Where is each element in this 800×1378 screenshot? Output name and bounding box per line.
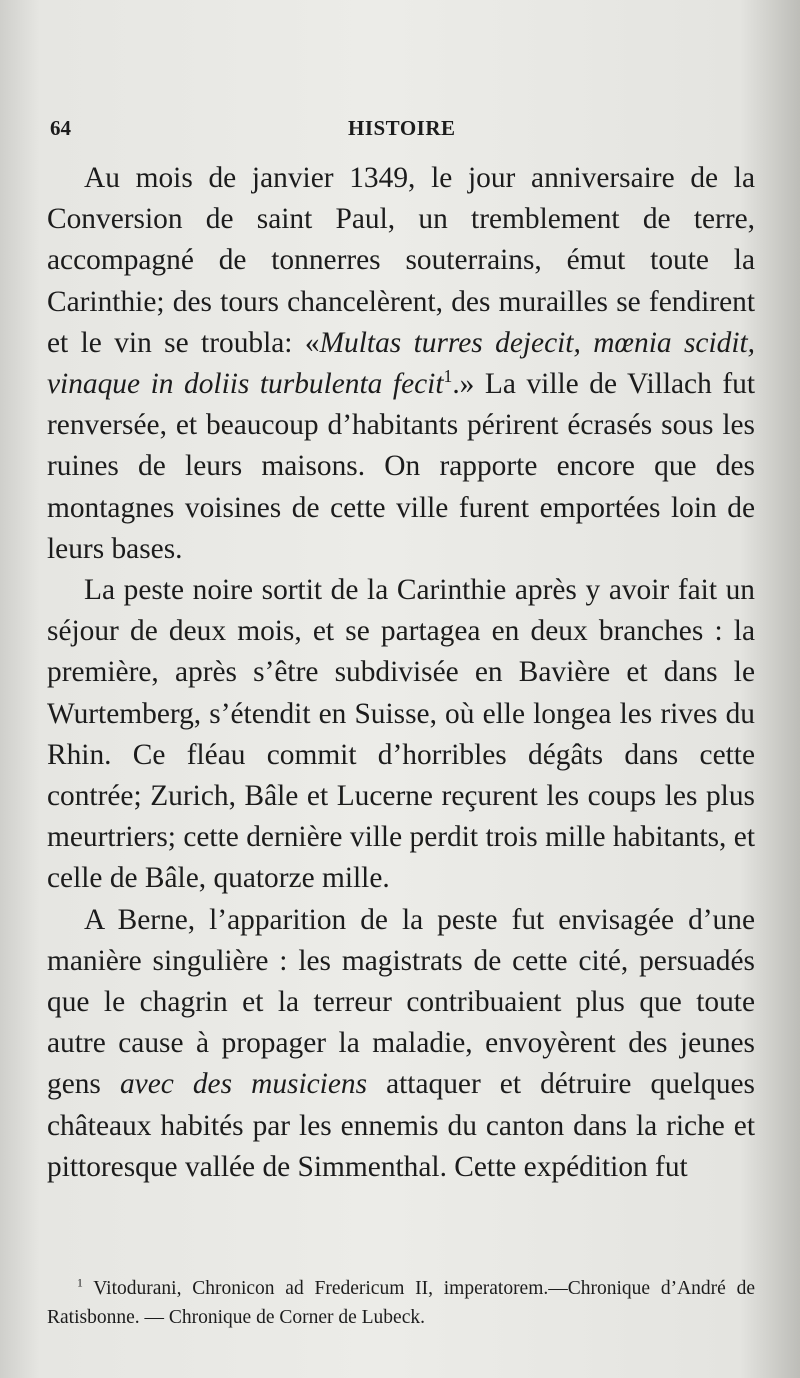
- latin-quotation: Multas turres dejecit, mœnia scidit, vinaque in doliis turbulenta fecit: [47, 326, 755, 401]
- text-segment: La peste noire sortit de la Carinthie après y avoir fait un séjour de deux mois, et se partagea en deux branches : la première, après s’être subdivisée en Bavière et dans le Wurtemberg, s’étendit en Suisse, où elle longea les rives du Rhin. Ce fléau commit d’horribles dégâts dans cette contrée; Zurich, Bâle et Lucerne reçurent les coups les plus meurtriers; cette dernière ville perdit trois mille habitants, et celle de Bâle, quatorze mille.: [47, 574, 755, 895]
- body-text: [47, 158, 755, 1188]
- footnote-text: Vitodurani, Chronicon ad Fredericum II, imperatorem.—Chronique d’André de Ratisbonne. — Chronique de Corner de Lubeck.: [47, 1278, 755, 1328]
- footnotes: [47, 1274, 755, 1332]
- paragraph: [47, 158, 755, 570]
- paragraph: [47, 570, 755, 900]
- text-segment: A Berne, l’apparition de la peste fut envisagée d’une manière singulière : les magistrats de cette cité, persuadés que le chagrin et la terreur contribuaient plus que toute autre cause à propager la maladie, envoyèrent des jeunes gens: [47, 903, 755, 1101]
- page-number: 64: [50, 116, 71, 140]
- text-segment: attaquer et détruire quelques châteaux habités par les ennemis du canton dans la riche et pittoresque vallée de Simmenthal. Cette expédition fut: [47, 1068, 755, 1183]
- footnote-marker: 1: [77, 1276, 83, 1290]
- text-segment: .» La ville de Villach fut renversée, et beaucoup d’habitants périrent écrasés sous les ruines de leurs maisons. On rapporte encore que des montagnes voisines de cette ville furent emportées loin de leurs bases.: [47, 368, 755, 565]
- page-header: [50, 116, 755, 146]
- italic-emphasis: avec des musiciens: [119, 1068, 368, 1101]
- footnote-reference: 1: [443, 366, 453, 387]
- running-title: HISTOIRE: [348, 116, 456, 140]
- text-segment: Au mois de janvier 1349, le jour anniversaire de la Conversion de saint Paul, un tremblement de terre, accompagné de tonnerres souterrains, émut toute la Carinthie; des tours chancelèrent, des murailles se fendirent et le vin se troubla: «: [47, 162, 755, 359]
- paragraph: [47, 900, 755, 1188]
- footnote: [47, 1274, 755, 1332]
